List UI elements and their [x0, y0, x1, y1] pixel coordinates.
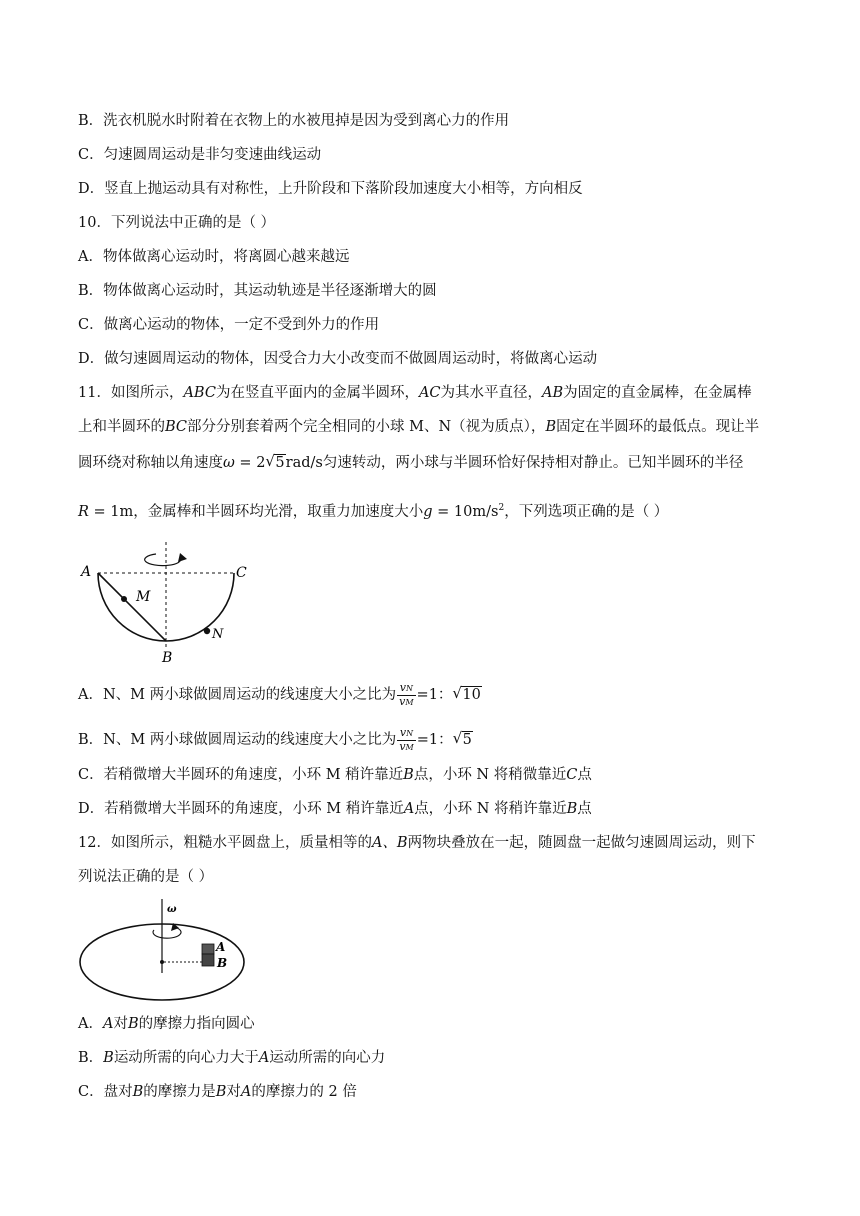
q10-option-c: C．做离心运动的物体，一定不受到外力的作用 — [78, 317, 380, 333]
q12-turntable-figure — [78, 897, 250, 1005]
q10-option-a: A．物体做离心运动时，将离圆心越来越远 — [78, 249, 350, 265]
q12-stem-line-2: 列说法正确的是（ ） — [78, 869, 214, 885]
ball-m — [121, 596, 127, 602]
disc-center — [160, 960, 164, 964]
q11-option-a: A．N、M 两小球做圆周运动的线速度大小之比为 $\frac{vN}{vM}$ =1： √ 10 — [78, 680, 481, 708]
q11-stem-line-4: R = 1m，金属棒和半圆环均光滑，取重力加速度大小$g = 10m/s^2$，下列选项正确的是（ ） — [78, 503, 669, 520]
q10-option-d: D．做匀速圆周运动的物体，因受合力大小改变而不做圆周运动时，将做离心运动 — [78, 351, 598, 367]
q11-stem-line-3: 圆环绕对称轴以角速度ω = 2 √ 5rad/s匀速转动，两小球与半圆环恰好保持相对静止。已知半圆环的半径 — [78, 452, 744, 471]
q11-option-d: D．若稍微增大半圆环的角速度，小环 M 稍许靠近A点，小环 N 将稍许靠近B点 — [78, 801, 592, 817]
label-a: A — [81, 564, 92, 580]
ratio-fraction: $\frac{vN}{vM}$ — [399, 680, 414, 708]
ball-n — [204, 628, 210, 634]
label-omega: ω — [167, 904, 177, 915]
rod-ab — [98, 573, 166, 641]
label-m: M — [136, 589, 151, 605]
q12-stem-line-1: 12．如图所示，粗糙水平圆盘上，质量相等的A、B两物块叠放在一起，随圆盘一起做匀速圆周运动，则下 — [78, 835, 756, 851]
q12-option-c: C．盘对B的摩擦力是B对A的摩擦力的 2 倍 — [78, 1084, 357, 1100]
label-n: N — [212, 627, 224, 642]
label-b: B — [217, 956, 228, 970]
q10-option-b: B．物体做离心运动时，其运动轨迹是半径逐渐增大的圆 — [78, 283, 437, 299]
block-a — [202, 944, 214, 954]
q12-option-a: A．A对B的摩擦力指向圆心 — [78, 1016, 255, 1032]
q11-stem-line-2: 上和半圆环的BC部分分别套着两个完全相同的小球 M、N（视为质点），B固定在半圆环的最低点。现让半 — [78, 419, 760, 435]
ratio-fraction: $\frac{vN}{vM}$ — [399, 725, 414, 753]
q10-stem: 10．下列说法中正确的是（ ） — [78, 215, 276, 231]
label-b: B — [162, 650, 173, 665]
q9-option-b: B．洗衣机脱水时附着在衣物上的水被甩掉是因为受到离心力的作用 — [78, 113, 510, 129]
arrow-head-icon — [178, 553, 187, 562]
label-a: A — [216, 940, 226, 954]
label-c: C — [236, 565, 247, 581]
block-b — [202, 954, 214, 966]
q12-option-b: B．B运动所需的向心力大于A运动所需的向心力 — [78, 1050, 386, 1066]
q9-option-d: D．竖直上抛运动具有对称性，上升阶段和下落阶段加速度大小相等，方向相反 — [78, 181, 583, 197]
rotation-arrow-icon — [145, 554, 181, 566]
sqrt-5: √ 5 — [265, 452, 285, 471]
q11-option-c: C．若稍微增大半圆环的角速度，小环 M 稍许靠近B点，小环 N 将稍微靠近C点 — [78, 767, 592, 783]
q11-semicircle-figure — [78, 540, 258, 665]
q9-option-c: C．匀速圆周运动是非匀变速曲线运动 — [78, 147, 322, 163]
q11-option-b: B．N、M 两小球做圆周运动的线速度大小之比为 $\frac{vN}{vM}$ =1： √ 5 — [78, 725, 472, 753]
q11-stem-line-1: 11．如图所示，ABC为在竖直平面内的金属半圆环，AC为其水平直径，AB为固定的直金属棒，在金属棒 — [78, 385, 752, 401]
